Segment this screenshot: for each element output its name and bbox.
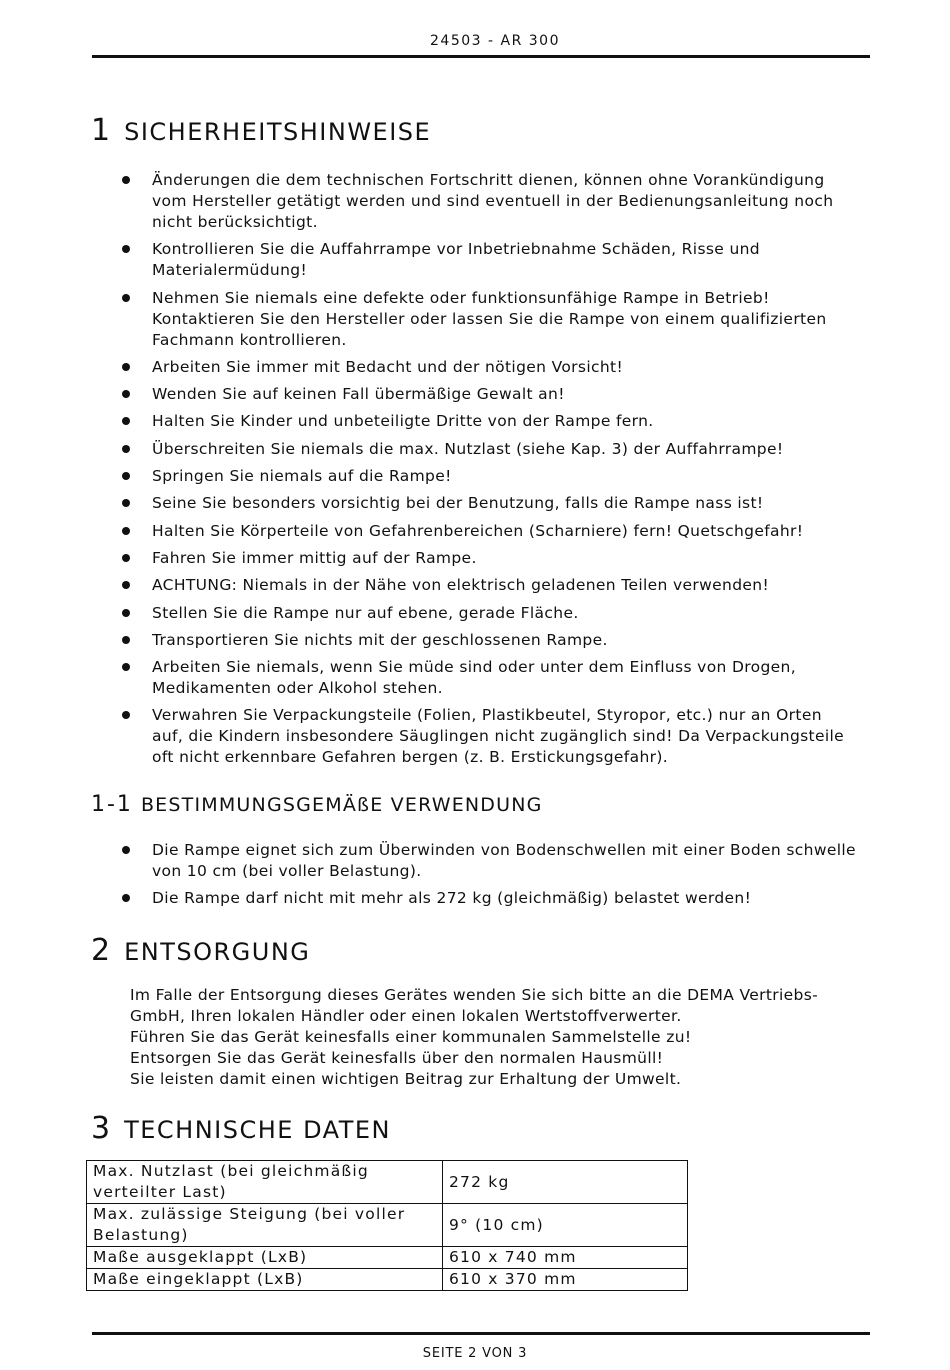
- section-1-1-title: BESTIMMUNGSGEMÄßE VERWENDUNG: [140, 794, 543, 816]
- bullet-icon: [122, 711, 130, 719]
- table-cell-key: Max. Nutzlast (bei gleichmäßig verteilter Last): [87, 1161, 443, 1204]
- bullet-icon: [122, 472, 130, 480]
- paragraph-line: Entsorgen Sie das Gerät keinesfalls über den normalen Hausmüll!: [130, 1049, 664, 1067]
- table-cell-value: 610 x 370 mm: [443, 1269, 688, 1291]
- section-1-1-number: 1-1: [91, 792, 133, 817]
- footer-rule: [92, 1332, 870, 1335]
- bullet-icon: [122, 445, 130, 453]
- paragraph-line: Im Falle der Entsorgung dieses Gerätes wenden Sie sich bitte an die DEMA Vertriebs-: [130, 986, 819, 1004]
- section-2-number: 2: [91, 933, 111, 968]
- bullet-icon: [122, 527, 130, 535]
- list-item: Nehmen Sie niemals eine defekte oder funktionsunfähige Rampe in Betrieb! Kontaktieren Sie den Hersteller oder lassen Sie die Rampe von einem qualifizierten Fachmann kontrollieren.: [118, 288, 858, 351]
- list-item: Änderungen die dem technischen Fortschritt dienen, können ohne Vorankündigung vom Hersteller getätigt werden und sind eventuell in der Bedienungsanleitung noch nicht berücksichtigt.: [118, 170, 858, 233]
- bullet-icon: [122, 176, 130, 184]
- section-3-title: TECHNISCHE DATEN: [124, 1116, 391, 1144]
- list-item: Transportieren Sie nichts mit der geschlossenen Rampe.: [118, 630, 858, 651]
- page-number: SEITE 2 VON 3: [422, 1346, 528, 1361]
- table-cell-key: Maße eingeklappt (LxB): [87, 1269, 443, 1291]
- tech-data-table: [86, 1160, 688, 1291]
- bullet-icon: [122, 294, 130, 302]
- list-item: Kontrollieren Sie die Auffahrrampe vor Inbetriebnahme Schäden, Risse und Materialermüdung!: [118, 239, 858, 281]
- table-cell-value: 610 x 740 mm: [443, 1247, 688, 1269]
- list-item: Springen Sie niemals auf die Rampe!: [118, 466, 858, 487]
- section-2-title: ENTSORGUNG: [124, 938, 311, 966]
- paragraph-line: Sie leisten damit einen wichtigen Beitrag zur Erhaltung der Umwelt.: [130, 1070, 682, 1088]
- section-3-heading: [91, 1111, 391, 1146]
- section-3-number: 3: [91, 1111, 111, 1146]
- list-item: Überschreiten Sie niemals die max. Nutzlast (siehe Kap. 3) der Auffahrrampe!: [118, 439, 858, 460]
- list-item: Fahren Sie immer mittig auf der Rampe.: [118, 548, 858, 569]
- bullet-icon: [122, 609, 130, 617]
- list-item: Verwahren Sie Verpackungsteile (Folien, Plastikbeutel, Styropor, etc.) nur an Orten auf, die Kindern insbesondere Säuglingen nicht zugänglich sind! Da Verpackungsteile oft nicht erkennbare Gefahren bergen (z. B. Erstickungsgefahr).: [118, 705, 858, 768]
- bullet-icon: [122, 581, 130, 589]
- table-cell-key: Max. zulässige Steigung (bei voller Belastung): [87, 1204, 443, 1247]
- bullet-icon: [122, 417, 130, 425]
- section-1-heading: [91, 113, 431, 148]
- disposal-paragraph: [130, 985, 870, 1090]
- list-item: Halten Sie Kinder und unbeteiligte Dritte von der Rampe fern.: [118, 411, 858, 432]
- table-cell-value: 272 kg: [443, 1161, 688, 1204]
- header-rule: [92, 55, 870, 58]
- list-item: Wenden Sie auf keinen Fall übermäßige Gewalt an!: [118, 384, 858, 405]
- list-item: Stellen Sie die Rampe nur auf ebene, gerade Fläche.: [118, 603, 858, 624]
- bullet-icon: [122, 390, 130, 398]
- header-title: 24503 - AR 300: [430, 33, 560, 49]
- section-2-heading: [91, 933, 310, 968]
- bullet-icon: [122, 363, 130, 371]
- list-item: Halten Sie Körperteile von Gefahrenbereichen (Scharniere) fern! Quetschgefahr!: [118, 521, 858, 542]
- list-item: Arbeiten Sie niemals, wenn Sie müde sind oder unter dem Einfluss von Drogen, Medikamenten oder Alkohol stehen.: [118, 657, 858, 699]
- list-item: Seine Sie besonders vorsichtig bei der Benutzung, falls die Rampe nass ist!: [118, 493, 858, 514]
- list-item: Die Rampe darf nicht mit mehr als 272 kg (gleichmäßig) belastet werden!: [118, 888, 858, 909]
- bullet-icon: [122, 245, 130, 253]
- bullet-icon: [122, 499, 130, 507]
- bullet-icon: [122, 846, 130, 854]
- table-row: [87, 1269, 688, 1291]
- safety-list: [118, 170, 858, 775]
- table-cell-key: Maße ausgeklappt (LxB): [87, 1247, 443, 1269]
- table-row: [87, 1204, 688, 1247]
- table-cell-value: 9° (10 cm): [443, 1204, 688, 1247]
- section-1-1-heading: [91, 792, 543, 817]
- list-item: ACHTUNG: Niemals in der Nähe von elektrisch geladenen Teilen verwenden!: [118, 575, 858, 596]
- bullet-icon: [122, 663, 130, 671]
- usage-list: [118, 840, 858, 916]
- paragraph-line: GmbH, Ihren lokalen Händler oder einen lokalen Wertstoffverwerter.: [130, 1007, 682, 1025]
- table-row: [87, 1247, 688, 1269]
- list-item: Die Rampe eignet sich zum Überwinden von Bodenschwellen mit einer Boden schwelle von 10 cm (bei voller Belastung).: [118, 840, 858, 882]
- bullet-icon: [122, 554, 130, 562]
- bullet-icon: [122, 894, 130, 902]
- list-item: Arbeiten Sie immer mit Bedacht und der nötigen Vorsicht!: [118, 357, 858, 378]
- section-1-number: 1: [91, 113, 111, 148]
- section-1-title: SICHERHEITSHINWEISE: [124, 118, 432, 146]
- paragraph-line: Führen Sie das Gerät keinesfalls einer kommunalen Sammelstelle zu!: [130, 1028, 692, 1046]
- bullet-icon: [122, 636, 130, 644]
- table-row: [87, 1161, 688, 1204]
